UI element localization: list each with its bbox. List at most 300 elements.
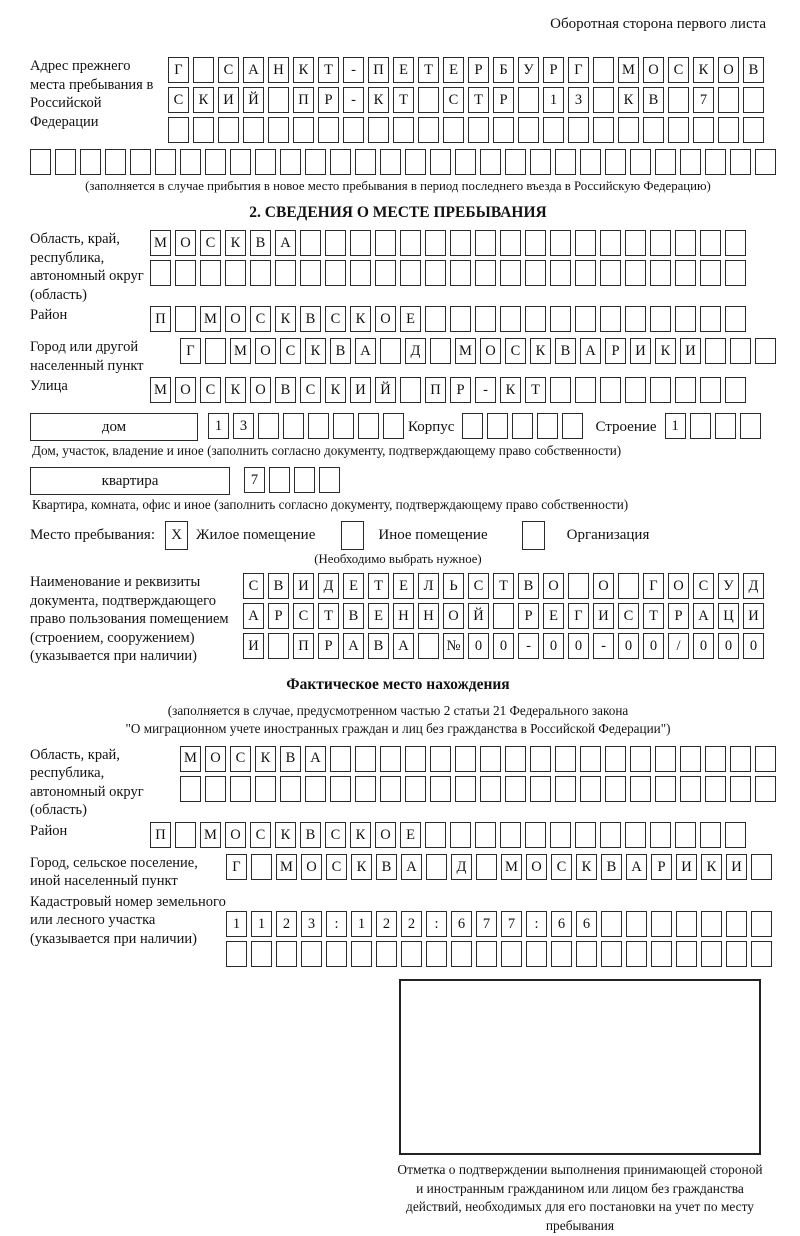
char-cell[interactable]: И bbox=[243, 633, 264, 659]
char-cell[interactable] bbox=[650, 260, 671, 286]
char-cell[interactable]: К bbox=[693, 57, 714, 83]
char-cell[interactable] bbox=[751, 941, 772, 967]
char-cell[interactable]: 0 bbox=[568, 633, 589, 659]
char-cell[interactable]: П bbox=[150, 306, 171, 332]
char-cell[interactable] bbox=[550, 306, 571, 332]
char-cell[interactable]: С bbox=[618, 603, 639, 629]
char-cell[interactable]: О bbox=[225, 822, 246, 848]
char-cell[interactable]: 0 bbox=[643, 633, 664, 659]
char-cell[interactable] bbox=[268, 633, 289, 659]
char-cell[interactable]: М bbox=[618, 57, 639, 83]
char-cell[interactable]: П bbox=[293, 87, 314, 113]
char-cell[interactable] bbox=[743, 117, 764, 143]
char-cell[interactable] bbox=[725, 822, 746, 848]
char-cell[interactable]: А bbox=[693, 603, 714, 629]
char-cell[interactable] bbox=[593, 87, 614, 113]
char-cell[interactable] bbox=[475, 306, 496, 332]
char-cell[interactable] bbox=[551, 941, 572, 967]
char-cell[interactable] bbox=[725, 260, 746, 286]
char-cell[interactable] bbox=[243, 117, 264, 143]
char-cell[interactable] bbox=[426, 854, 447, 880]
char-cell[interactable]: К bbox=[193, 87, 214, 113]
char-cell[interactable] bbox=[325, 230, 346, 256]
char-cell[interactable] bbox=[330, 149, 351, 175]
char-cell[interactable]: Й bbox=[375, 377, 396, 403]
char-cell[interactable] bbox=[500, 230, 521, 256]
char-cell[interactable]: Р bbox=[468, 57, 489, 83]
char-cell[interactable]: С bbox=[668, 57, 689, 83]
char-cell[interactable] bbox=[518, 117, 539, 143]
char-cell[interactable] bbox=[601, 941, 622, 967]
char-cell[interactable] bbox=[400, 377, 421, 403]
char-cell[interactable] bbox=[500, 260, 521, 286]
char-cell[interactable]: 0 bbox=[493, 633, 514, 659]
char-cell[interactable]: С bbox=[551, 854, 572, 880]
char-cell[interactable] bbox=[718, 117, 739, 143]
char-cell[interactable] bbox=[700, 377, 721, 403]
char-cell[interactable] bbox=[675, 822, 696, 848]
char-cell[interactable] bbox=[225, 260, 246, 286]
char-cell[interactable]: М bbox=[150, 377, 171, 403]
char-cell[interactable] bbox=[575, 260, 596, 286]
checkbox-residential[interactable]: X bbox=[165, 521, 188, 550]
char-cell[interactable]: : bbox=[526, 911, 547, 937]
char-cell[interactable] bbox=[751, 854, 772, 880]
char-cell[interactable]: В bbox=[250, 230, 271, 256]
char-cell[interactable]: Р bbox=[268, 603, 289, 629]
char-cell[interactable]: О bbox=[225, 306, 246, 332]
char-cell[interactable]: Т bbox=[318, 57, 339, 83]
house-type-box[interactable]: дом bbox=[30, 413, 198, 441]
char-cell[interactable]: С bbox=[218, 57, 239, 83]
char-cell[interactable] bbox=[705, 746, 726, 772]
char-cell[interactable]: Г bbox=[180, 338, 201, 364]
char-cell[interactable]: И bbox=[350, 377, 371, 403]
char-cell[interactable] bbox=[275, 260, 296, 286]
char-cell[interactable] bbox=[450, 822, 471, 848]
char-cell[interactable]: Р bbox=[605, 338, 626, 364]
char-cell[interactable]: П bbox=[368, 57, 389, 83]
char-cell[interactable] bbox=[200, 260, 221, 286]
char-cell[interactable]: С bbox=[200, 377, 221, 403]
char-cell[interactable]: К bbox=[368, 87, 389, 113]
char-cell[interactable]: К bbox=[701, 854, 722, 880]
char-cell[interactable] bbox=[575, 822, 596, 848]
char-cell[interactable]: У bbox=[518, 57, 539, 83]
char-cell[interactable] bbox=[550, 377, 571, 403]
char-cell[interactable] bbox=[430, 338, 451, 364]
char-cell[interactable]: - bbox=[343, 87, 364, 113]
char-cell[interactable]: В bbox=[268, 573, 289, 599]
char-cell[interactable]: О bbox=[175, 230, 196, 256]
char-cell[interactable]: - bbox=[343, 57, 364, 83]
char-cell[interactable] bbox=[505, 746, 526, 772]
char-cell[interactable]: С bbox=[168, 87, 189, 113]
char-cell[interactable]: Е bbox=[443, 57, 464, 83]
char-cell[interactable] bbox=[205, 149, 226, 175]
char-cell[interactable]: С bbox=[693, 573, 714, 599]
char-cell[interactable]: В bbox=[376, 854, 397, 880]
char-cell[interactable] bbox=[255, 776, 276, 802]
char-cell[interactable] bbox=[455, 149, 476, 175]
char-cell[interactable] bbox=[450, 306, 471, 332]
char-cell[interactable] bbox=[650, 306, 671, 332]
char-cell[interactable]: 7 bbox=[693, 87, 714, 113]
char-cell[interactable] bbox=[630, 746, 651, 772]
char-cell[interactable] bbox=[475, 230, 496, 256]
char-cell[interactable]: О bbox=[255, 338, 276, 364]
char-cell[interactable] bbox=[80, 149, 101, 175]
char-cell[interactable] bbox=[305, 776, 326, 802]
apartment-type-box[interactable]: квартира bbox=[30, 467, 230, 495]
char-cell[interactable] bbox=[675, 230, 696, 256]
char-cell[interactable] bbox=[180, 776, 201, 802]
char-cell[interactable] bbox=[450, 260, 471, 286]
char-cell[interactable]: О bbox=[643, 57, 664, 83]
char-cell[interactable] bbox=[625, 230, 646, 256]
char-cell[interactable] bbox=[705, 149, 726, 175]
char-cell[interactable] bbox=[568, 573, 589, 599]
char-cell[interactable] bbox=[643, 117, 664, 143]
char-cell[interactable] bbox=[625, 377, 646, 403]
char-cell[interactable]: Т bbox=[493, 573, 514, 599]
char-cell[interactable] bbox=[251, 854, 272, 880]
char-cell[interactable]: 1 bbox=[226, 911, 247, 937]
char-cell[interactable]: М bbox=[180, 746, 201, 772]
char-cell[interactable] bbox=[550, 260, 571, 286]
char-cell[interactable]: Д bbox=[318, 573, 339, 599]
char-cell[interactable] bbox=[468, 117, 489, 143]
char-cell[interactable]: А bbox=[355, 338, 376, 364]
char-cell[interactable] bbox=[375, 230, 396, 256]
char-cell[interactable] bbox=[562, 413, 583, 439]
char-cell[interactable]: 1 bbox=[351, 911, 372, 937]
char-cell[interactable]: : bbox=[426, 911, 447, 937]
char-cell[interactable]: В bbox=[280, 746, 301, 772]
char-cell[interactable] bbox=[283, 413, 304, 439]
char-cell[interactable] bbox=[193, 57, 214, 83]
char-cell[interactable] bbox=[333, 413, 354, 439]
char-cell[interactable] bbox=[755, 746, 776, 772]
char-cell[interactable] bbox=[726, 941, 747, 967]
char-cell[interactable]: С bbox=[325, 822, 346, 848]
char-cell[interactable]: Р bbox=[668, 603, 689, 629]
char-cell[interactable]: К bbox=[275, 306, 296, 332]
char-cell[interactable] bbox=[505, 776, 526, 802]
char-cell[interactable]: К bbox=[500, 377, 521, 403]
char-cell[interactable] bbox=[462, 413, 483, 439]
char-cell[interactable] bbox=[718, 87, 739, 113]
char-cell[interactable] bbox=[175, 260, 196, 286]
char-cell[interactable] bbox=[605, 746, 626, 772]
char-cell[interactable] bbox=[480, 149, 501, 175]
char-cell[interactable]: 7 bbox=[501, 911, 522, 937]
char-cell[interactable]: И bbox=[218, 87, 239, 113]
char-cell[interactable]: С bbox=[250, 822, 271, 848]
char-cell[interactable]: К bbox=[305, 338, 326, 364]
char-cell[interactable]: М bbox=[200, 306, 221, 332]
char-cell[interactable]: А bbox=[393, 633, 414, 659]
char-cell[interactable] bbox=[218, 117, 239, 143]
char-cell[interactable] bbox=[526, 941, 547, 967]
char-cell[interactable]: К bbox=[655, 338, 676, 364]
char-cell[interactable] bbox=[626, 911, 647, 937]
char-cell[interactable] bbox=[575, 306, 596, 332]
char-cell[interactable]: Г bbox=[643, 573, 664, 599]
char-cell[interactable]: В bbox=[601, 854, 622, 880]
char-cell[interactable] bbox=[630, 149, 651, 175]
char-cell[interactable] bbox=[55, 149, 76, 175]
char-cell[interactable] bbox=[705, 776, 726, 802]
char-cell[interactable] bbox=[600, 306, 621, 332]
char-cell[interactable]: Г bbox=[226, 854, 247, 880]
char-cell[interactable] bbox=[626, 941, 647, 967]
char-cell[interactable] bbox=[276, 941, 297, 967]
char-cell[interactable]: О bbox=[718, 57, 739, 83]
char-cell[interactable] bbox=[755, 776, 776, 802]
char-cell[interactable]: Г bbox=[168, 57, 189, 83]
char-cell[interactable]: А bbox=[626, 854, 647, 880]
char-cell[interactable] bbox=[593, 57, 614, 83]
char-cell[interactable]: С bbox=[250, 306, 271, 332]
char-cell[interactable]: - bbox=[518, 633, 539, 659]
char-cell[interactable]: Е bbox=[393, 57, 414, 83]
char-cell[interactable] bbox=[555, 776, 576, 802]
char-cell[interactable] bbox=[355, 149, 376, 175]
char-cell[interactable]: 6 bbox=[551, 911, 572, 937]
char-cell[interactable] bbox=[418, 117, 439, 143]
char-cell[interactable] bbox=[418, 633, 439, 659]
char-cell[interactable] bbox=[725, 377, 746, 403]
char-cell[interactable] bbox=[700, 306, 721, 332]
char-cell[interactable]: М bbox=[230, 338, 251, 364]
char-cell[interactable]: О bbox=[668, 573, 689, 599]
char-cell[interactable]: Р bbox=[450, 377, 471, 403]
char-cell[interactable] bbox=[350, 260, 371, 286]
char-cell[interactable]: Н bbox=[268, 57, 289, 83]
char-cell[interactable]: Т bbox=[368, 573, 389, 599]
char-cell[interactable] bbox=[568, 117, 589, 143]
char-cell[interactable]: 0 bbox=[618, 633, 639, 659]
char-cell[interactable] bbox=[330, 776, 351, 802]
checkbox-other-premises[interactable] bbox=[341, 521, 364, 550]
char-cell[interactable] bbox=[405, 746, 426, 772]
char-cell[interactable]: И bbox=[680, 338, 701, 364]
char-cell[interactable] bbox=[325, 260, 346, 286]
char-cell[interactable] bbox=[500, 822, 521, 848]
char-cell[interactable] bbox=[405, 776, 426, 802]
char-cell[interactable] bbox=[426, 941, 447, 967]
char-cell[interactable] bbox=[268, 117, 289, 143]
char-cell[interactable]: Р bbox=[518, 603, 539, 629]
char-cell[interactable]: М bbox=[455, 338, 476, 364]
char-cell[interactable] bbox=[518, 87, 539, 113]
char-cell[interactable] bbox=[455, 776, 476, 802]
char-cell[interactable]: Г bbox=[568, 57, 589, 83]
char-cell[interactable] bbox=[743, 87, 764, 113]
char-cell[interactable] bbox=[725, 306, 746, 332]
char-cell[interactable] bbox=[355, 776, 376, 802]
char-cell[interactable] bbox=[380, 338, 401, 364]
char-cell[interactable] bbox=[730, 338, 751, 364]
char-cell[interactable] bbox=[425, 260, 446, 286]
char-cell[interactable] bbox=[168, 117, 189, 143]
char-cell[interactable] bbox=[380, 746, 401, 772]
char-cell[interactable] bbox=[655, 746, 676, 772]
char-cell[interactable] bbox=[383, 413, 404, 439]
char-cell[interactable]: П bbox=[293, 633, 314, 659]
char-cell[interactable]: А bbox=[343, 633, 364, 659]
char-cell[interactable] bbox=[675, 377, 696, 403]
char-cell[interactable] bbox=[205, 338, 226, 364]
char-cell[interactable] bbox=[680, 149, 701, 175]
char-cell[interactable] bbox=[180, 149, 201, 175]
char-cell[interactable] bbox=[450, 230, 471, 256]
char-cell[interactable]: 1 bbox=[251, 911, 272, 937]
char-cell[interactable] bbox=[751, 911, 772, 937]
char-cell[interactable]: Т bbox=[643, 603, 664, 629]
char-cell[interactable] bbox=[350, 230, 371, 256]
char-cell[interactable] bbox=[655, 776, 676, 802]
char-cell[interactable] bbox=[575, 377, 596, 403]
char-cell[interactable] bbox=[725, 230, 746, 256]
char-cell[interactable] bbox=[605, 149, 626, 175]
char-cell[interactable] bbox=[700, 260, 721, 286]
char-cell[interactable] bbox=[30, 149, 51, 175]
char-cell[interactable] bbox=[175, 306, 196, 332]
char-cell[interactable] bbox=[625, 260, 646, 286]
char-cell[interactable]: И bbox=[676, 854, 697, 880]
char-cell[interactable] bbox=[393, 117, 414, 143]
char-cell[interactable]: № bbox=[443, 633, 464, 659]
char-cell[interactable] bbox=[555, 149, 576, 175]
char-cell[interactable]: Е bbox=[400, 306, 421, 332]
char-cell[interactable] bbox=[226, 941, 247, 967]
char-cell[interactable] bbox=[255, 149, 276, 175]
char-cell[interactable] bbox=[330, 746, 351, 772]
char-cell[interactable]: И bbox=[293, 573, 314, 599]
char-cell[interactable]: В bbox=[330, 338, 351, 364]
char-cell[interactable]: Т bbox=[393, 87, 414, 113]
char-cell[interactable]: В bbox=[368, 633, 389, 659]
char-cell[interactable] bbox=[480, 746, 501, 772]
char-cell[interactable] bbox=[600, 822, 621, 848]
char-cell[interactable] bbox=[301, 941, 322, 967]
char-cell[interactable] bbox=[525, 822, 546, 848]
char-cell[interactable] bbox=[401, 941, 422, 967]
char-cell[interactable]: О bbox=[301, 854, 322, 880]
char-cell[interactable] bbox=[525, 260, 546, 286]
char-cell[interactable] bbox=[700, 230, 721, 256]
char-cell[interactable] bbox=[550, 230, 571, 256]
char-cell[interactable]: Й bbox=[468, 603, 489, 629]
char-cell[interactable]: И bbox=[630, 338, 651, 364]
char-cell[interactable] bbox=[258, 413, 279, 439]
char-cell[interactable] bbox=[493, 603, 514, 629]
char-cell[interactable]: А bbox=[580, 338, 601, 364]
char-cell[interactable] bbox=[650, 377, 671, 403]
char-cell[interactable] bbox=[480, 776, 501, 802]
char-cell[interactable]: В bbox=[743, 57, 764, 83]
char-cell[interactable]: В bbox=[300, 822, 321, 848]
char-cell[interactable]: О bbox=[593, 573, 614, 599]
char-cell[interactable]: У bbox=[718, 573, 739, 599]
char-cell[interactable] bbox=[576, 941, 597, 967]
char-cell[interactable]: С bbox=[468, 573, 489, 599]
char-cell[interactable] bbox=[676, 941, 697, 967]
char-cell[interactable] bbox=[668, 87, 689, 113]
char-cell[interactable]: О bbox=[480, 338, 501, 364]
char-cell[interactable]: В bbox=[343, 603, 364, 629]
char-cell[interactable] bbox=[580, 149, 601, 175]
char-cell[interactable]: О bbox=[443, 603, 464, 629]
char-cell[interactable] bbox=[175, 822, 196, 848]
char-cell[interactable] bbox=[193, 117, 214, 143]
char-cell[interactable] bbox=[580, 746, 601, 772]
char-cell[interactable]: Е bbox=[343, 573, 364, 599]
char-cell[interactable]: 1 bbox=[665, 413, 686, 439]
char-cell[interactable]: 1 bbox=[208, 413, 229, 439]
char-cell[interactable] bbox=[530, 776, 551, 802]
char-cell[interactable]: Й bbox=[243, 87, 264, 113]
char-cell[interactable]: С bbox=[505, 338, 526, 364]
char-cell[interactable] bbox=[501, 941, 522, 967]
char-cell[interactable] bbox=[525, 306, 546, 332]
char-cell[interactable] bbox=[230, 149, 251, 175]
char-cell[interactable]: К bbox=[576, 854, 597, 880]
char-cell[interactable] bbox=[715, 413, 736, 439]
char-cell[interactable]: С bbox=[326, 854, 347, 880]
char-cell[interactable]: 2 bbox=[401, 911, 422, 937]
char-cell[interactable] bbox=[343, 117, 364, 143]
char-cell[interactable]: С bbox=[200, 230, 221, 256]
char-cell[interactable] bbox=[380, 776, 401, 802]
char-cell[interactable] bbox=[476, 941, 497, 967]
char-cell[interactable]: 3 bbox=[568, 87, 589, 113]
char-cell[interactable]: К bbox=[530, 338, 551, 364]
char-cell[interactable] bbox=[430, 776, 451, 802]
char-cell[interactable] bbox=[430, 149, 451, 175]
char-cell[interactable]: К bbox=[350, 822, 371, 848]
char-cell[interactable] bbox=[305, 149, 326, 175]
char-cell[interactable] bbox=[700, 822, 721, 848]
char-cell[interactable] bbox=[726, 911, 747, 937]
char-cell[interactable]: М bbox=[150, 230, 171, 256]
char-cell[interactable]: А bbox=[243, 603, 264, 629]
char-cell[interactable]: С bbox=[300, 377, 321, 403]
char-cell[interactable]: В bbox=[275, 377, 296, 403]
char-cell[interactable] bbox=[451, 941, 472, 967]
char-cell[interactable]: К bbox=[618, 87, 639, 113]
char-cell[interactable]: - bbox=[593, 633, 614, 659]
char-cell[interactable] bbox=[730, 776, 751, 802]
char-cell[interactable] bbox=[326, 941, 347, 967]
char-cell[interactable] bbox=[705, 338, 726, 364]
char-cell[interactable]: 7 bbox=[244, 467, 265, 493]
char-cell[interactable]: 0 bbox=[468, 633, 489, 659]
char-cell[interactable]: И bbox=[743, 603, 764, 629]
char-cell[interactable]: А bbox=[401, 854, 422, 880]
char-cell[interactable]: К bbox=[325, 377, 346, 403]
char-cell[interactable] bbox=[155, 149, 176, 175]
char-cell[interactable]: С bbox=[293, 603, 314, 629]
char-cell[interactable]: К bbox=[225, 377, 246, 403]
char-cell[interactable] bbox=[625, 306, 646, 332]
char-cell[interactable]: А bbox=[243, 57, 264, 83]
char-cell[interactable] bbox=[269, 467, 290, 493]
char-cell[interactable]: 2 bbox=[376, 911, 397, 937]
char-cell[interactable] bbox=[730, 746, 751, 772]
